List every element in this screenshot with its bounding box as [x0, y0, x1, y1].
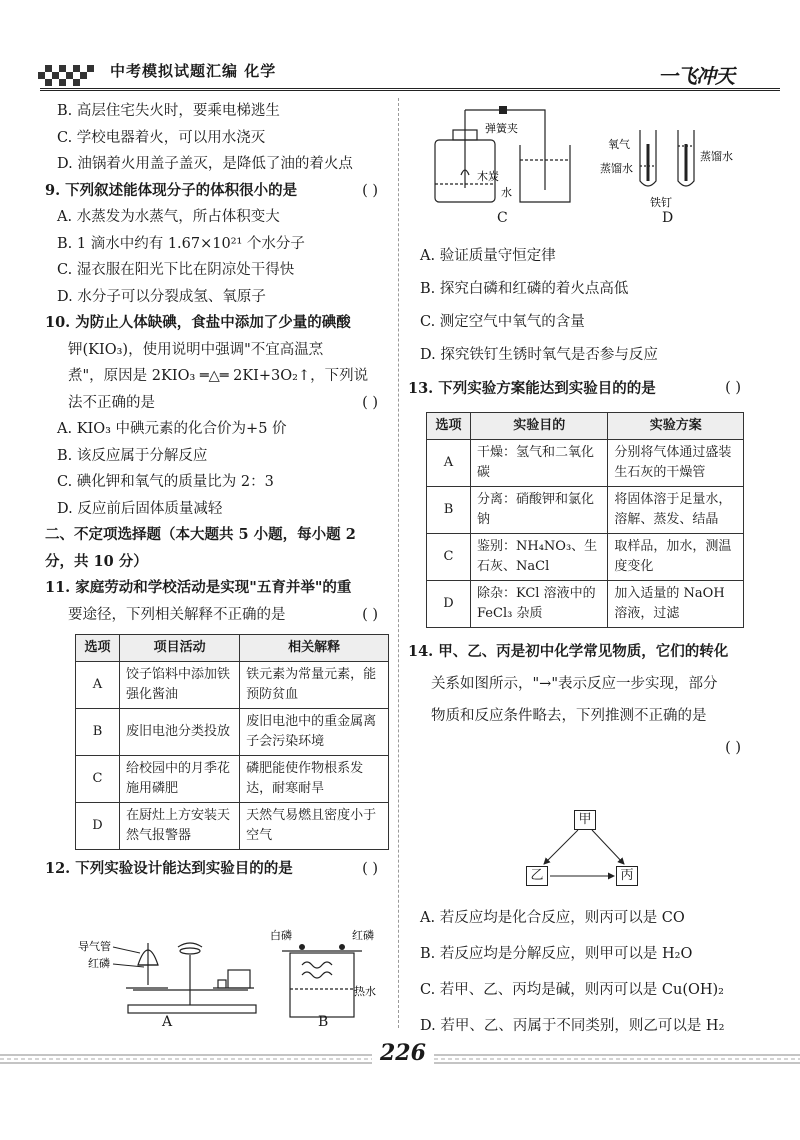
right-column	[408, 240, 753, 764]
table-row: A 干燥：氢气和二氧化碳 分别将气体通过盛装生石灰的干燥管	[427, 440, 744, 487]
q14-diagram	[520, 808, 650, 888]
q14-option: A. 若反应均是化合反应，则丙可以是 CO	[420, 910, 685, 926]
q12-option: D. 探究铁钉生锈时氧气是否参与反应	[420, 347, 658, 363]
table-header: 选项	[427, 413, 471, 440]
page-number: 226	[372, 1040, 434, 1066]
fig-label: 白磷	[270, 929, 292, 942]
q9-option: C. 湿衣服在阳光下比在阴凉处干得快	[57, 262, 295, 278]
q10-option: B. 该反应属于分解反应	[57, 447, 208, 464]
node-jia: 甲	[574, 810, 596, 830]
q14-option: B. 若反应均是分解反应，则甲可以是 H₂O	[420, 946, 693, 962]
figure-caption: C	[497, 210, 508, 226]
section-heading: 分，共 10 分）	[45, 552, 148, 570]
node-bing: 丙	[616, 866, 638, 886]
table-row: B 废旧电池分类投放 废旧电池中的重金属离子会污染环境	[76, 709, 389, 756]
q11-stem-last: 要途径，下列相关解释不正确的是 ( )	[45, 602, 390, 629]
q14-stem-line: 物质和反应条件略去，下列推测不正确的是	[431, 708, 707, 724]
q8-option: B. 高层住宅失火时，要乘电梯逃生	[57, 103, 280, 119]
answer-paren[interactable]: ( )	[362, 182, 378, 199]
table-row: D 除杂：KCl 溶液中的 FeCl₃ 杂质 加入适量的 NaOH 溶液，过滤	[427, 581, 744, 628]
fig-label: 蒸馏水	[600, 162, 633, 175]
fig-label: 弹簧夹	[485, 122, 518, 135]
fig-label: 水	[501, 186, 512, 199]
table-header: 项目活动	[120, 635, 240, 662]
fig-label: 热水	[354, 985, 376, 998]
q11-stem-line: 11. 家庭劳动和学校活动是实现"五育并举"的重	[45, 579, 352, 596]
fig-label: 木炭	[477, 170, 499, 183]
fig-label: 红磷	[88, 957, 110, 970]
q12-option: A. 验证质量守恒定律	[420, 248, 556, 264]
q14-option: C. 若甲、乙、丙均是碱，则丙可以是 Cu(OH)₂	[420, 982, 724, 998]
column-divider	[398, 98, 399, 1028]
q12-option: B. 探究白磷和红磷的着火点高低	[420, 281, 629, 297]
section-heading: 二、不定项选择题（本大题共 5 小题，每小题 2	[45, 526, 356, 543]
q14-stem-line: 关系如图所示，"→"表示反应一步实现，部分	[431, 676, 718, 692]
q12-figure-d	[600, 126, 750, 211]
header-rule	[40, 88, 780, 91]
q9-option: B. 1 滴水中约有 1.67×10²¹ 个水分子	[57, 235, 305, 252]
header-title: 中考模拟试题汇编 化学	[110, 62, 277, 80]
figure-caption: D	[662, 210, 674, 226]
q14-option: D. 若甲、乙、丙属于不同类别，则乙可以是 H₂	[420, 1018, 725, 1034]
fig-label: 蒸馏水	[700, 150, 733, 163]
table-row: A 饺子馅料中添加铁强化酱油 铁元素为常量元素，能预防贫血	[76, 662, 389, 709]
q10-option: A. KIO₃ 中碘元素的化合价为+5 价	[57, 421, 287, 437]
q10-stem-last: 法不正确的是 ( )	[45, 390, 390, 417]
brand-logo: 一飞冲天	[658, 64, 734, 88]
q10-option: D. 反应前后固体质量减轻	[57, 500, 223, 517]
q10-stem-line: 钾(KIO₃)，使用说明中强调"不宜高温烹	[68, 341, 324, 358]
node-yi: 乙	[526, 866, 548, 886]
answer-paren[interactable]: ( )	[362, 861, 378, 877]
left-column	[45, 98, 390, 883]
q13-stem: 13. 下列实验方案能达到实验目的的是 ( )	[408, 372, 753, 406]
q14-options	[420, 900, 765, 1044]
fig-label: 导气管	[78, 940, 111, 953]
table-header: 实验目的	[471, 413, 608, 440]
q10-stem-line: 10. 为防止人体缺碘，食盐中添加了少量的碘酸	[45, 314, 351, 331]
q10-stem-line: 煮"，原因是 2KIO₃ ═△═ 2KI+3O₂↑，下列说	[68, 368, 369, 384]
q10-option: C. 碘化钾和氧气的质量比为 2：3	[57, 474, 274, 490]
q8-option: D. 油锅着火用盖子盖灭，是降低了油的着火点	[57, 156, 353, 172]
fig-label: 铁钉	[650, 196, 672, 209]
q12-figure-b	[268, 925, 388, 1025]
table-row: B 分离：硝酸钾和氯化钠 将固体溶于足量水，溶解、蒸发、结晶	[427, 487, 744, 534]
q11-table	[75, 634, 389, 850]
header-checker-icon	[38, 58, 100, 86]
table-header: 选项	[76, 635, 120, 662]
answer-paren[interactable]: ( )	[362, 606, 378, 623]
q12-option: C. 测定空气中氧气的含量	[420, 314, 585, 330]
table-header: 相关解释	[240, 635, 389, 662]
q12-stem: 12. 下列实验设计能达到实验目的的是 ( )	[45, 856, 390, 883]
table-header: 实验方案	[608, 413, 744, 440]
fig-label: 红磷	[352, 929, 374, 942]
answer-paren[interactable]: ( )	[725, 740, 741, 756]
q14-stem-line: 14. 甲、乙、丙是初中化学常见物质，它们的转化	[408, 643, 729, 660]
q9-option: A. 水蒸发为水蒸气，所占体积变大	[57, 209, 280, 225]
q9-stem: 9. 下列叙述能体现分子的体积很小的是 ( )	[45, 178, 390, 205]
q9-option: D. 水分子可以分裂成氢、氧原子	[57, 288, 266, 305]
table-row: C 给校园中的月季花施用磷肥 磷肥能使作物根系发达，耐寒耐旱	[76, 756, 389, 803]
table-row: D 在厨灶上方安装天然气报警器 天然气易燃且密度小于空气	[76, 803, 389, 850]
q12-figure-c	[425, 100, 595, 208]
q12-figure-a	[78, 925, 268, 1030]
q13-table	[426, 412, 744, 628]
answer-paren[interactable]: ( )	[725, 380, 741, 396]
figure-caption: A	[162, 1014, 173, 1030]
table-row: C 鉴别：NH₄NO₃、生石灰、NaCl 取样品，加水，测温度变化	[427, 534, 744, 581]
q8-option: C. 学校电器着火，可以用水浇灭	[57, 129, 266, 146]
answer-paren[interactable]: ( )	[362, 394, 378, 411]
fig-label: 氧气	[608, 138, 630, 151]
figure-caption: B	[318, 1014, 329, 1030]
